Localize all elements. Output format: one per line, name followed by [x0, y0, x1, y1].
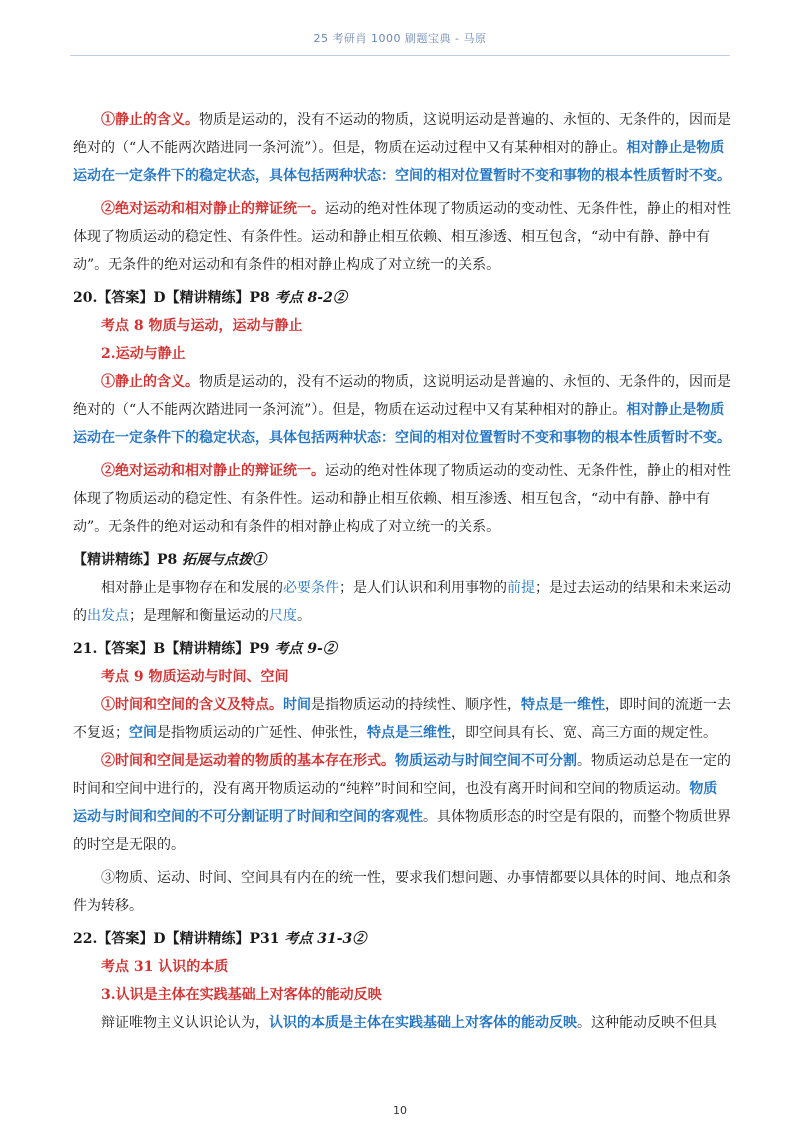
keyword-highlight: 前提 [507, 580, 535, 596]
key-statement: 认识的本质是主体在实践基础上对客体的能动反映 [269, 1015, 577, 1031]
paragraph-text: ；是过去运动的结果和未来运动的 [73, 580, 731, 624]
point-heading: ②时间和空间是运动着的物质的基本存在形式。 [101, 753, 395, 769]
answer-label: 【答案】B【精讲精练】P9 [97, 641, 275, 657]
page-body [73, 106, 731, 1037]
kaodian-title: 考点 9 物质运动与时间、空间 [101, 669, 289, 685]
answer-label: 【答案】D【精讲精练】P31 [97, 931, 285, 947]
answer-header-q20 [73, 284, 731, 312]
key-statement: 物质运动与时间空间不可分割 [395, 753, 577, 769]
paragraph-text: 物质是运动的，没有不运动的物质，这说明运动是普遍的、永恒的、无条件的，因而是绝对的（“人不能两次踏进同一条河流”）。但是，物质在运动过程中又有某种相对的静止。 [73, 374, 731, 418]
point-heading: ②绝对运动和相对静止的辩证统一。 [101, 463, 325, 479]
paragraph-text: 是指物质运动的持续性、顺序性， [311, 697, 521, 713]
point-heading: ①时间和空间的含义及特点。 [101, 697, 283, 713]
paragraph-text: 辩证唯物主义认识论认为， [101, 1015, 269, 1031]
kaodian-title: 考点 31 认识的本质 [101, 959, 229, 975]
paragraph-cognition-essence [73, 1009, 731, 1037]
extension-reference: 拓展与点拨① [182, 552, 267, 568]
key-statement: 物质运动与时间和空间的不可分割证明了时间和空间的客观性 [73, 781, 718, 825]
kaodian-title: 考点 8 物质与运动，运动与静止 [101, 318, 303, 334]
paragraph-text: 。这种能动反映不但具 [577, 1015, 717, 1031]
header-divider [70, 55, 730, 56]
question-number: 22. [73, 931, 98, 947]
paragraph-dialectical-unity [73, 195, 731, 279]
key-statement: 相对静止是物质运动在一定条件下的稳定状态，具体包括两种状态：空间的相对位置暂时不变和事物的根本性质暂时不变。 [73, 402, 731, 446]
paragraph-text: ；是理解和衡量运动的 [129, 608, 269, 624]
point-heading: ①静止的含义。 [101, 374, 199, 390]
paragraph-existence-form [73, 747, 731, 859]
paragraph-static-meaning [73, 368, 731, 452]
paragraph-text: 物质是运动的，没有不运动的物质，这说明运动是普遍的、永恒的、无条件的，因而是绝对的（“人不能两次踏进同一条河流”）。但是，物质在运动过程中又有某种相对的静止。 [73, 112, 731, 156]
paragraph-text: 运动的绝对性体现了物质运动的变动性、无条件性，静止的相对性体现了物质运动的稳定性、有条件性。运动和静止相互依赖、相互渗透、相互包含，“动中有静、静中有动”。无条件的绝对运动和有条件的相对静止构成了对立统一的关系。 [73, 201, 731, 273]
paragraph-text: 相对静止是事物存在和发展的 [101, 580, 283, 596]
paragraph-unity: ③物质、运动、时间、空间具有内在的统一性，要求我们想问题、办事情都要以具体的时间、地点和条件为转移。 [73, 870, 731, 914]
answer-reference: 考点 8-2② [274, 290, 347, 306]
paragraph-text: ，即时间的流逝一去不复返； [73, 697, 731, 741]
paragraph-time-space [73, 691, 731, 747]
subsection-title: 3.认识是主体在实践基础上对客体的能动反映 [101, 987, 382, 1003]
answer-label: 【答案】D【精讲精练】P8 [97, 290, 275, 306]
keyword-highlight: 特点是一维性 [521, 697, 605, 713]
extension-header [73, 546, 731, 574]
keyword-highlight: 尺度 [269, 608, 297, 624]
paragraph-static-meaning [73, 106, 731, 190]
paragraph-extension [73, 574, 731, 630]
paragraph-text: 运动的绝对性体现了物质运动的变动性、无条件性，静止的相对性体现了物质运动的稳定性、有条件性。运动和静止相互依赖、相互渗透、相互包含，“动中有静、静中有动”。无条件的绝对运动和有条件的相对静止构成了对立统一的关系。 [73, 463, 731, 535]
keyword-highlight: 必要条件 [283, 580, 339, 596]
paragraph-text: 是指物质运动的广延性、伸张性， [157, 725, 367, 741]
extension-label: 【精讲精练】P8 [73, 552, 183, 568]
answer-header-q22 [73, 925, 731, 953]
paragraph-text: 。具体物质形态的时空是有限的，而整个物质世界的时空是无限的。 [73, 809, 731, 853]
key-statement: 相对静止是物质运动在一定条件下的稳定状态，具体包括两种状态：空间的相对位置暂时不变和事物的根本性质暂时不变。 [73, 140, 731, 184]
paragraph-text: 。 [297, 608, 311, 624]
point-heading: ①静止的含义。 [101, 112, 199, 128]
paragraph-text: ；是人们认识和利用事物的 [339, 580, 507, 596]
answer-reference: 考点 9-② [274, 641, 337, 657]
subsection-title: 2.运动与静止 [101, 346, 186, 362]
keyword-highlight: 特点是三维性 [367, 725, 451, 741]
page-number: 10 [393, 1104, 407, 1117]
paragraph-dialectical-unity [73, 457, 731, 541]
keyword-highlight: 出发点 [87, 608, 129, 624]
answer-header-q21 [73, 635, 731, 663]
paragraph-text: ，即空间具有长、宽、高三方面的规定性。 [451, 725, 717, 741]
question-number: 21. [73, 641, 98, 657]
running-header: 25 考研肖 1000 刷题宝典 - 马原 [313, 32, 487, 45]
answer-reference: 考点 31-3② [284, 931, 367, 947]
paragraph-text: 。物质运动总是在一定的时间和空间中进行的，没有离开物质运动的“纯粹”时间和空间，也没有离开时间和空间的物质运动。 [73, 753, 731, 797]
question-number: 20. [73, 290, 98, 306]
point-heading: ②绝对运动和相对静止的辩证统一。 [101, 201, 325, 217]
keyword-highlight: 时间 [283, 697, 311, 713]
keyword-highlight: 空间 [129, 725, 157, 741]
